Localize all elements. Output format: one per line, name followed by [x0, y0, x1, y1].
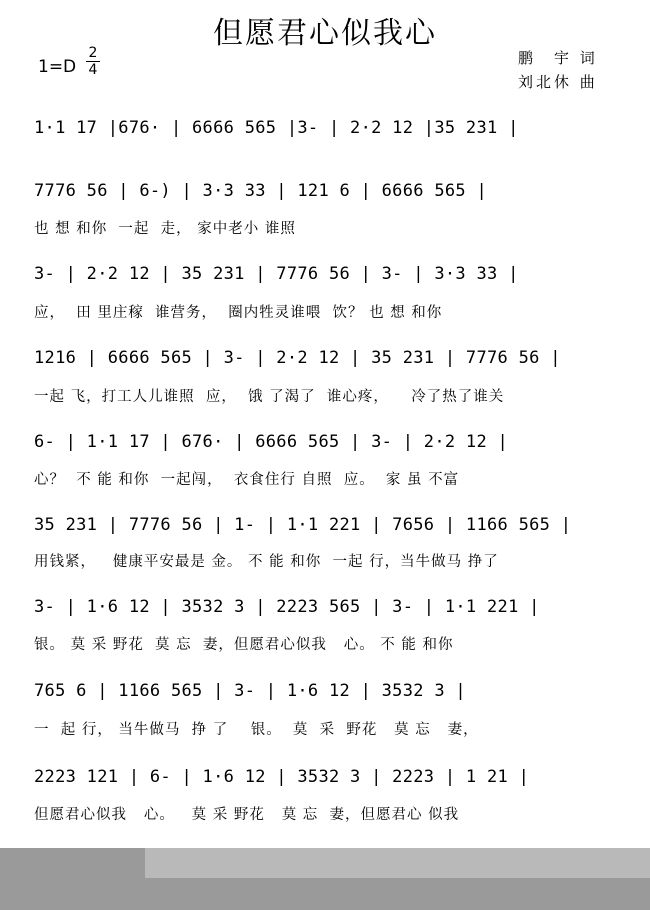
time-signature-top: 2	[88, 45, 98, 61]
notation-line-5: 6- | 1·1 17 | 676· | 6666 565 | 3- | 2·2 12 |	[34, 432, 509, 452]
lyric-line-9: 但愿君心似我 心。 莫 采 野花 莫 忘 妻，但愿君心 似我	[34, 807, 460, 823]
notation-line-4: 1216 | 6666 565 | 3- | 2·2 12 | 35 231 | 7776 56 |	[34, 348, 561, 368]
notation-line-9: 2223 121 | 6- | 1·6 12 | 3532 3 | 2223 | 1 21 |	[34, 767, 530, 787]
lyric-line-2: 也 想 和你 一起 走， 家中老小 谁照	[34, 221, 296, 237]
notation-line-8: 765 6 | 1166 565 | 3- | 1·6 12 | 3532 3 |	[34, 681, 466, 701]
time-signature-bottom: 4	[88, 62, 98, 78]
lyric-line-6: 用钱紧， 健康平安最是 金。 不 能 和你 一起 行，当牛做马 挣了	[34, 554, 499, 570]
lyric-line-7: 银。 莫 采 野花 莫 忘 妻，但愿君心似我 心。 不 能 和你	[34, 637, 454, 653]
time-signature	[86, 46, 100, 77]
lyric-line-5: 心？ 不 能 和你 一起闯， 衣食住行 自照 应。 家 虽 不富	[34, 472, 460, 488]
lyric-line-4: 一起 飞，打工人儿谁照 应， 饿 了渴了 谁心疼， 冷了热了谁关	[34, 389, 505, 405]
lyricist-credit: 鹏 宇 词	[518, 49, 598, 67]
notation-line-2: 7776 56 | 6-) | 3·3 33 | 121 6 | 6666 565 |	[34, 181, 487, 201]
lyric-line-3: 应， 田 里庄稼 谁营务， 圈内牲灵谁喂 饮？ 也 想 和你	[34, 305, 443, 321]
notation-line-7: 3- | 1·6 12 | 3532 3 | 2223 565 | 3- | 1·1 221 |	[34, 597, 540, 617]
key-signature: 1=D	[38, 57, 77, 77]
composer-credit: 刘北休 曲	[518, 73, 598, 91]
scan-overlay-band	[0, 848, 650, 910]
notation-line-6: 35 231 | 7776 56 | 1- | 1·1 221 | 7656 | 1166 565 |	[34, 515, 572, 535]
notation-line-3: 3- | 2·2 12 | 35 231 | 7776 56 | 3- | 3·3 33 |	[34, 264, 519, 284]
song-title: 但愿君心似我心	[213, 16, 437, 51]
notation-line-1: 1·1 17 |676· | 6666 565 |3- | 2·2 12 |35 231 |	[34, 118, 519, 138]
scan-overlay-light	[145, 848, 650, 878]
lyric-line-8: 一 起 行， 当牛做马 挣 了 银。 莫 采 野花 莫 忘 妻，	[34, 722, 479, 738]
